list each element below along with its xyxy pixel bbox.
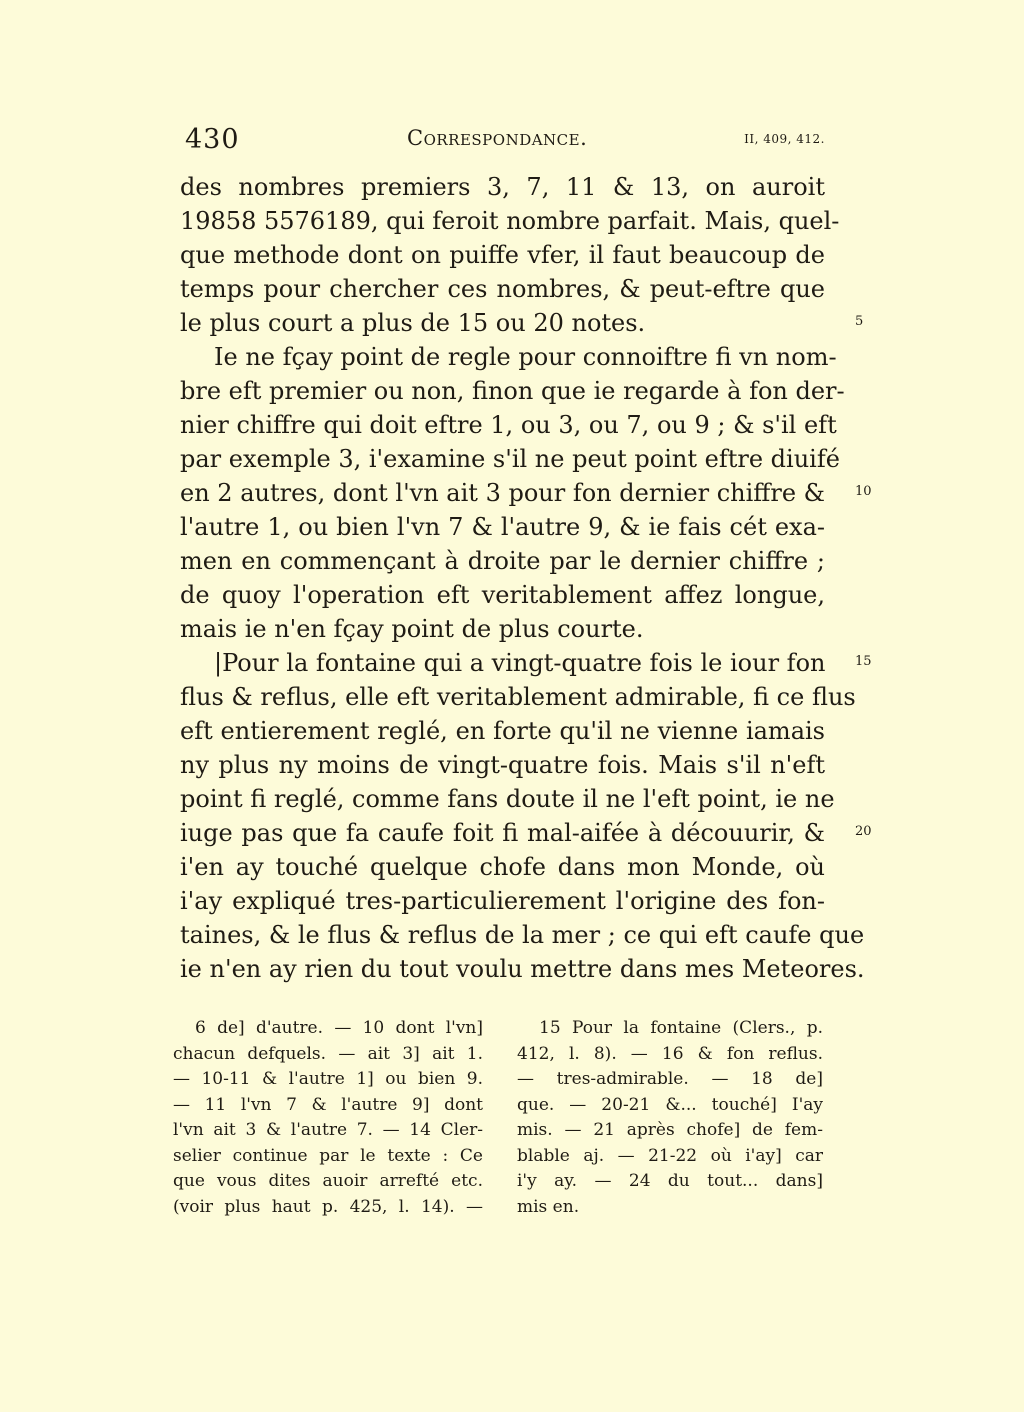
body-line: ie n'en ay rien du tout voulu mettre dans mes Meteores. — [180, 955, 865, 983]
line-number: 20 — [855, 824, 872, 839]
notes-right-column — [517, 1016, 823, 1220]
body-line: i'ay expliqué tres-particulierement l'origine des fon- — [180, 887, 825, 915]
body-line: taines, & le flus & reflus de la mer ; ce qui eft caufe que — [180, 921, 865, 949]
note-line: que. — 20-21 &... touché] I'ay — [517, 1094, 823, 1115]
body-line: en 2 autres, dont l'vn ait 3 pour fon dernier chiffre & — [180, 479, 826, 507]
note-line: — 10-11 & l'autre 1] ou bien 9. — [173, 1069, 483, 1089]
body-line: |Pour la fontaine qui a vingt-quatre fois le iour fon — [214, 649, 826, 677]
line-number: 10 — [855, 484, 872, 499]
body-line: eft entierement reglé, en forte qu'il ne vienne iamais — [180, 717, 825, 745]
note-line: blable aj. — 21-22 où i'ay] car — [517, 1145, 823, 1166]
note-line: selier continue par le texte : Ce — [173, 1145, 483, 1166]
body-line: temps pour chercher ces nombres, & peut-eftre que — [180, 275, 825, 303]
body-line: bre eft premier ou non, finon que ie regarde à fon der- — [180, 377, 845, 405]
body-line: men en commençant à droite par le dernier chiffre ; — [180, 547, 825, 575]
notes-left-column — [173, 1016, 483, 1220]
note-line: 412, l. 8). — 16 & fon reflus. — [517, 1043, 823, 1064]
body-line: flus & reflus, elle eft veritablement admirable, fi ce flus — [180, 683, 856, 711]
note-line: — tres-admirable. — 18 de] — [517, 1069, 823, 1089]
body-line: le plus court a plus de 15 ou 20 notes. — [180, 309, 646, 337]
body-line: de quoy l'operation eft veritablement affez longue, — [180, 581, 825, 609]
body-line: des nombres premiers 3, 7, 11 & 13, on auroit — [180, 173, 825, 201]
note-line: 6 de] d'autre. — 10 dont l'vn] — [195, 1018, 483, 1038]
critical-notes — [173, 1016, 833, 1226]
note-line: — 11 l'vn 7 & l'autre 9] dont — [173, 1094, 483, 1115]
note-line: l'vn ait 3 & l'autre 7. — 14 Cler- — [173, 1120, 483, 1140]
body-line: Ie ne fçay point de regle pour connoiftre fi vn nom- — [214, 343, 837, 371]
note-line: 15 Pour la fontaine (Clers., p. — [539, 1018, 823, 1038]
body-line: ny plus ny moins de vingt-quatre fois. Mais s'il n'eft — [180, 751, 825, 779]
line-number: 15 — [855, 654, 872, 669]
line-number: 5 — [855, 314, 864, 329]
header-reference: II, 409, 412. — [744, 132, 825, 146]
page-header — [185, 124, 825, 158]
body-line: point fi reglé, comme fans doute il ne l'eft point, ie ne — [180, 785, 835, 813]
page-number: 430 — [185, 124, 240, 155]
note-line: chacun defquels. — ait 3] ait 1. — [173, 1043, 483, 1064]
body-line: iuge pas que fa caufe foit fi mal-aifée à découurir, & — [180, 819, 825, 847]
running-title: Correspondance. — [407, 126, 588, 150]
note-line: mis. — 21 après chofe] de fem- — [517, 1120, 823, 1140]
note-line: i'y ay. — 24 du tout... dans] — [517, 1171, 823, 1191]
body-line: nier chiffre qui doit eftre 1, ou 3, ou 7, ou 9 ; & s'il eft — [180, 411, 837, 439]
body-line: 19858 5576189, qui feroit nombre parfait. Mais, quel- — [180, 207, 840, 235]
note-line: (voir plus haut p. 425, l. 14). — — [173, 1196, 483, 1217]
body-line: mais ie n'en fçay point de plus courte. — [180, 615, 644, 643]
body-line: par exemple 3, i'examine s'il ne peut point eftre diuifé — [180, 445, 840, 473]
body-line: i'en ay touché quelque chofe dans mon Monde, où — [180, 853, 825, 881]
body-line: l'autre 1, ou bien l'vn 7 & l'autre 9, & ie fais cét exa- — [180, 513, 825, 541]
body-line: que methode dont on puiffe vfer, il faut beaucoup de — [180, 241, 825, 269]
note-line: mis en. — [517, 1196, 580, 1217]
note-line: que vous dites auoir arrefté etc. — [173, 1171, 483, 1191]
